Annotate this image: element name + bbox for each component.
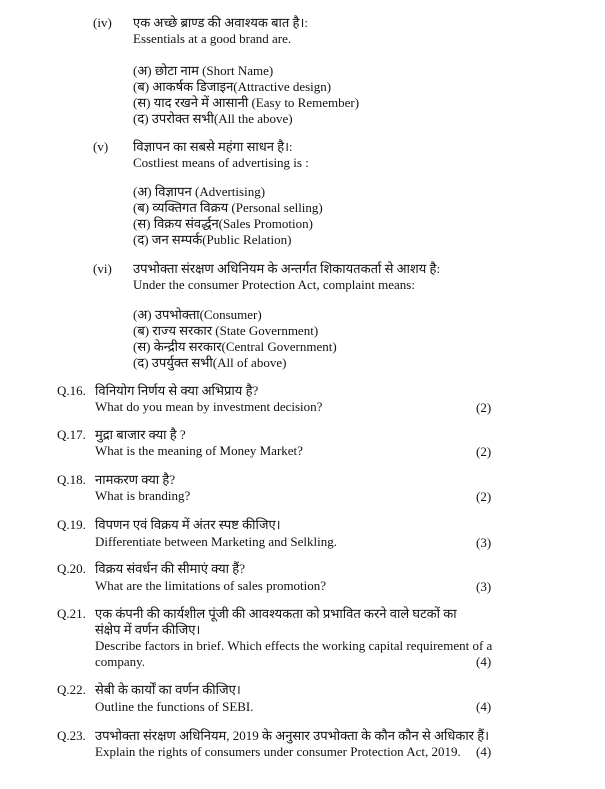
option: (स) केन्द्रीय सरकार(Central Government): [133, 339, 337, 354]
option: (स) याद रखने में आसानी (Easy to Remember): [133, 95, 360, 110]
marks: (4): [476, 744, 492, 759]
hindi-text: विपणन एवं विक्रय में अंतर स्पष्ट कीजिए।: [95, 517, 281, 532]
option: (द) जन सम्पर्क(Public Relation): [133, 232, 292, 247]
english-text: Essentials at a good brand are.: [133, 31, 292, 46]
question-number: Q.16.: [57, 383, 86, 398]
english-text: What is branding?: [95, 488, 191, 503]
english-text: Explain the rights of consumers under consumer Protection Act, 2019.: [95, 744, 461, 759]
option: (अ) विज्ञापन (Advertising): [133, 184, 266, 199]
hindi-text: संक्षेप में वर्णन कीजिए।: [95, 622, 201, 637]
hindi-text: मुद्रा बाजार क्या है ?: [95, 427, 186, 442]
english-text: What is the meaning of Money Market?: [95, 443, 303, 458]
option: (ब) व्यक्तिगत विक्रय (Personal selling): [133, 200, 323, 215]
hindi-text: विज्ञापन का सबसे महंगा साधन है।:: [133, 139, 293, 154]
hindi-text: उपभोक्ता संरक्षण अधिनियम के अन्तर्गत शिकायतकर्ता से आशय है:: [133, 261, 441, 276]
question-number: Q.22.: [57, 682, 86, 697]
option: (अ) उपभोक्ता(Consumer): [133, 307, 262, 322]
option: (स) विक्रय संवर्द्धन(Sales Promotion): [133, 216, 313, 231]
question-number: Q.19.: [57, 517, 86, 532]
hindi-text: एक कंपनी की कार्यशील पूंजी की आवश्यकता को प्रभावित करने वाले घटकों का: [95, 606, 457, 621]
english-text: Describe factors in brief. Which effects the working capital requirement of a: [95, 638, 493, 653]
marks: (4): [476, 699, 492, 714]
option: (द) उपरोक्त सभी(All the above): [133, 111, 293, 126]
option: (ब) राज्य सरकार (State Government): [133, 323, 319, 338]
marks: (3): [476, 535, 492, 550]
hindi-text: नामकरण क्या है?: [95, 472, 176, 487]
hindi-text: उपभोक्ता संरक्षण अधिनियम, 2019 के अनुसार उपभोक्ता के कौन कौन से अधिकार हैं।: [95, 728, 490, 743]
sub-question-number: (vi): [93, 261, 112, 276]
hindi-text: एक अच्छे ब्राण्ड की अवाश्यक बात है।:: [133, 15, 308, 30]
question-number: Q.17.: [57, 427, 86, 442]
marks: (2): [476, 444, 492, 459]
english-text: Under the consumer Protection Act, complaint means:: [133, 277, 415, 292]
english-text: What do you mean by investment decision?: [95, 399, 323, 414]
hindi-text: विक्रय संवर्धन की सीमाएं क्या हैं?: [95, 561, 245, 576]
question-number: Q.18.: [57, 472, 86, 487]
hindi-text: सेबी के कार्यों का वर्णन कीजिए।: [95, 682, 241, 697]
marks: (2): [476, 489, 492, 504]
english-text: Costliest means of advertising is :: [133, 155, 309, 170]
english-text: company.: [95, 654, 146, 669]
english-text: Outline the functions of SEBI.: [95, 699, 254, 714]
marks: (3): [476, 579, 492, 594]
question-number: Q.23.: [57, 728, 86, 743]
question-number: Q.20.: [57, 561, 86, 576]
marks: (2): [476, 400, 492, 415]
option: (ब) आकर्षक डिजाइन(Attractive design): [133, 79, 332, 94]
hindi-text: विनियोग निर्णय से क्या अभिप्राय है?: [95, 383, 259, 398]
marks: (4): [476, 654, 492, 669]
sub-question-number: (iv): [93, 15, 112, 30]
option: (अ) छोटा नाम (Short Name): [133, 63, 274, 78]
english-text: What are the limitations of sales promotion?: [95, 578, 327, 593]
english-text: Differentiate between Marketing and Selkling.: [95, 534, 337, 549]
option: (द) उपर्युक्त सभी(All of above): [133, 355, 287, 370]
sub-question-number: (v): [93, 139, 109, 154]
question-number: Q.21.: [57, 606, 86, 621]
